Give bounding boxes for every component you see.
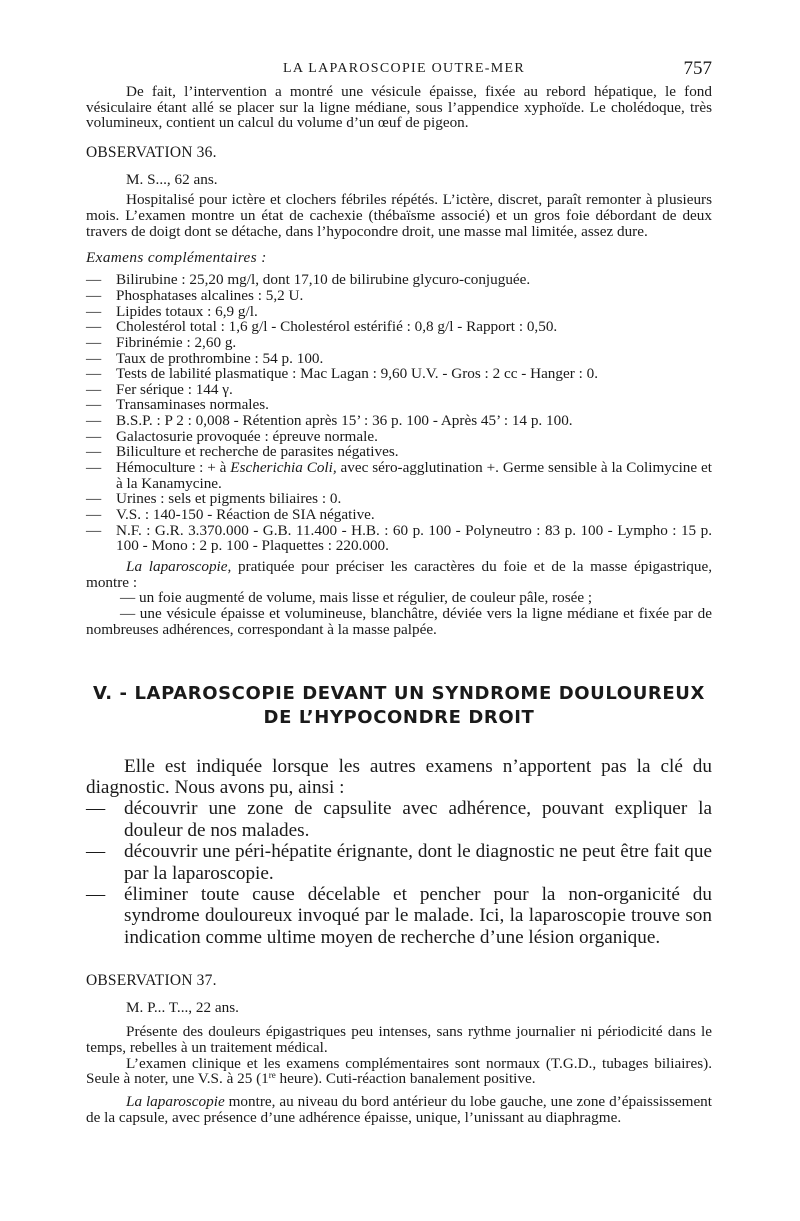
- section-list-item: — découvrir une péri-hépatite érignante, dont le diagnostic ne peut être fait que par la laparoscopie.: [86, 841, 712, 884]
- exam-dash: —: [86, 490, 102, 508]
- exam-item: — Galactosurie provoquée : épreuve normale.: [86, 427, 378, 445]
- exam-item: — Cholestérol total : 1,6 g/l - Cholestérol estérifié : 0,8 g/l - Rapport : 0,50.: [86, 318, 558, 336]
- exam-dash: —: [86, 380, 102, 398]
- section-heading-line2: DE L’HYPOCONDRE DROIT: [263, 706, 535, 728]
- list-dash: —: [86, 841, 106, 863]
- exam-item: — Biliculture et recherche de parasites négatives.: [86, 443, 399, 461]
- exam-item: — Transaminases normales.: [86, 396, 269, 414]
- exam-item: — Lipides totaux : 6,9 g/l.: [86, 302, 258, 320]
- exam-dash: —: [86, 365, 102, 383]
- exams-title: Examens complémentaires :: [86, 249, 267, 267]
- exam-item: — Bilirubine : 25,20 mg/l, dont 17,10 de bilirubine glycuro-conjuguée.: [86, 271, 531, 289]
- exam-item: — Fibrinémie : 2,60 g.: [86, 333, 237, 351]
- running-title: LA LAPAROSCOPIE OUTRE-MER: [283, 61, 526, 76]
- section-list-item: — découvrir une zone de capsulite avec adhérence, pouvant expliquer la douleur de nos malades.: [86, 798, 712, 841]
- exam-dash: —: [86, 396, 102, 414]
- exam-dash: —: [86, 286, 102, 304]
- exam-item: — B.S.P. : P 2 : 0,008 - Rétention après 15’ : 36 p. 100 - Après 45’ : 14 p. 100.: [86, 412, 573, 430]
- laparoscopy-finding: — un foie augmenté de volume, mais lisse et régulier, de couleur pâle, rosée ;: [120, 589, 593, 607]
- exam-dash: —: [86, 412, 102, 430]
- section-intro: Elle est indiquée lorsque les autres examens n’apportent pas la clé du diagnostic. Nous avons pu, ainsi :: [86, 755, 712, 798]
- observation-36-heading: OBSERVATION 36.: [86, 144, 217, 162]
- exam-item: — Taux de prothrombine : 54 p. 100.: [86, 349, 324, 367]
- exam-item: — Phosphatases alcalines : 5,2 U.: [86, 286, 304, 304]
- laparoscopy-paragraph: La laparoscopie, pratiquée pour préciser les caractères du foie et de la masse épigastrique, montre :: [86, 558, 713, 591]
- exam-dash: —: [86, 349, 102, 367]
- exam-dash: —: [86, 333, 102, 351]
- page: [86, 58, 712, 1125]
- observation-36-history: Hospitalisé pour ictère et clochers fébriles répétés. L’ictère, discret, paraît remonter à plusieurs mois. L’examen montre un état de cachexie (thébaïsme associé) et un gros foie débordant de deux travers de doigt dont se détache, dans l’hypocondre droit, une masse mal limitée, assez dure.: [86, 191, 712, 240]
- exam-item: — V.S. : 140-150 - Réaction de SIA négative.: [86, 506, 375, 524]
- exam-item-hemoculture: — Hémoculture : + à Escherichia Coli, avec séro-agglutination +. Germe sensible à la Colimycine et à la Kanamycine.: [86, 459, 712, 492]
- running-head: [86, 58, 712, 84]
- exam-item: — Urines : sels et pigments biliaires : 0.: [86, 490, 342, 508]
- section-list-item: — éliminer toute cause décelable et pencher pour la non-organicité du syndrome douloureux invoqué par le malade. Ici, la laparoscopie trouve son indication comme ultime moyen de recherche d’une lésion organique.: [86, 883, 712, 948]
- section-list: [86, 798, 712, 948]
- observation-37-p1: Présente des douleurs épigastriques peu intenses, sans rythme journalier ni périodicité dans le temps, rebelles à un traitement médical.: [86, 1023, 712, 1056]
- observation-37-heading: OBSERVATION 37.: [86, 972, 217, 990]
- list-dash: —: [86, 798, 106, 820]
- exam-dash: —: [86, 302, 102, 320]
- exam-item: — Fer sérique : 144 γ.: [86, 380, 233, 398]
- laparoscopy-finding: — une vésicule épaisse et volumineuse, blanchâtre, déviée vers la ligne médiane et fixée par de nombreuses adhérences, correspondant à la masse palpée.: [86, 605, 712, 638]
- exam-dash: —: [86, 459, 102, 477]
- exam-item: — N.F. : G.R. 3.370.000 - G.B. 11.400 - H.B. : 60 p. 100 - Polyneutro : 83 p. 100 - Lympho : 15 p. 100 - Mono : 2 p. 100 - Plaquettes : 220.000.: [86, 521, 712, 555]
- exams-list: [86, 272, 712, 554]
- exam-dash: —: [86, 427, 102, 445]
- observation-37-p2: L’examen clinique et les examens complémentaires sont normaux (T.G.D., tubages biliaires). Seule à noter, une V.S. à 25 (1re heure). Cuti-réaction banalement positive.: [86, 1054, 712, 1088]
- section-heading-line1: V. - LAPAROSCOPIE DEVANT UN SYNDROME DOULOUREUX: [93, 682, 705, 704]
- exam-dash: —: [86, 443, 102, 461]
- exam-dash: —: [86, 271, 102, 289]
- observation-37-p3: La laparoscopie montre, au niveau du bord antérieur du lobe gauche, une zone d’épaississement de la capsule, avec présence d’une adhérence épaisse, unique, l’unissant au diaphragme.: [86, 1093, 712, 1126]
- list-dash: —: [86, 883, 106, 905]
- observation-37-patient: M. P... T..., 22 ans.: [126, 999, 239, 1017]
- exam-item: — Tests de labilité plasmatique : Mac Lagan : 9,60 U.V. - Gros : 2 cc - Hanger : 0.: [86, 365, 599, 383]
- observation-36-patient: M. S..., 62 ans.: [126, 171, 218, 189]
- exam-dash: —: [86, 521, 102, 539]
- page-number: 757: [683, 58, 712, 79]
- exam-dash: —: [86, 318, 102, 336]
- section-heading: [86, 682, 712, 730]
- exam-dash: —: [86, 506, 102, 524]
- opening-paragraph: De fait, l’intervention a montré une vésicule épaisse, fixée au rebord hépatique, le fond vésiculaire étant allé se placer sur la ligne médiane, sous l’appendice xyphoïde. Le cholédoque, très volumineux, contient un calcul du volume d’un œuf de pigeon.: [86, 83, 712, 132]
